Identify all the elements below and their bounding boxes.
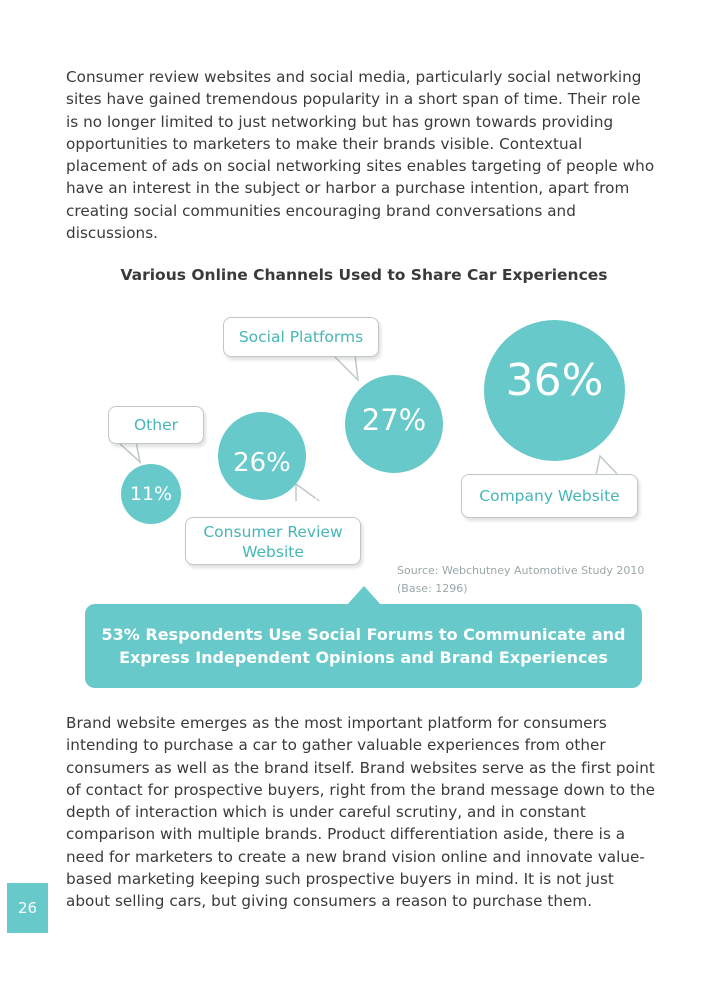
banner-line2: Express Independent Opinions and Brand Experiences [119,648,608,667]
value-company-website: 36% [505,355,604,406]
source-line2: (Base: 1296) [397,582,468,595]
value-social-platforms: 27% [361,403,427,437]
summary-banner-text [85,623,642,669]
label-other: Other [133,416,178,434]
banner-line1: 53% Respondents Use Social Forums to Communicate and [101,625,626,644]
source-line1: Source: Webchutney Automotive Study 2010 [397,564,645,577]
intro-paragraph: Consumer review websites and social media, particularly social networking sites have gained tremendous popularity in a short span of time. Their role is no longer limited to just networking but has grown towards providing opportunities to marketers to make their brands visible. Contextual placement of ads on social networking sites enables targeting of people who have an interest in the subject or harbor a purchase intention, apart from creating social communities encouraging brand conversations and discussions. [66,68,655,243]
label-consumer-review-line2: Website [242,543,304,561]
value-other: 11% [129,483,173,505]
page-number-text: 26 [17,899,38,917]
page-number [7,883,48,933]
label-company-website: Company Website [479,487,620,505]
value-consumer-review: 26% [233,448,291,478]
infographic-title: Various Online Channels Used to Share Car Experiences [120,266,608,284]
label-social-platforms: Social Platforms [238,328,364,346]
label-consumer-review-line1: Consumer Review [203,523,343,541]
closing-paragraph: Brand website emerges as the most important platform for consumers intending to purchase a car to gather valuable experiences from other consumers as well as the brand itself. Brand websites serve as the first point of contact for prospective buyers, right from the brand message down to the depth of interaction which is under careful scrutiny, and in constant comparison with multiple brands. Product differentiation aside, there is a need for marketers to create a new brand vision online and innovate value-based marketing keeping such prospective buyers in mind. It is not just about selling cars, but giving consumers a reason to purchase them. [66,714,656,911]
